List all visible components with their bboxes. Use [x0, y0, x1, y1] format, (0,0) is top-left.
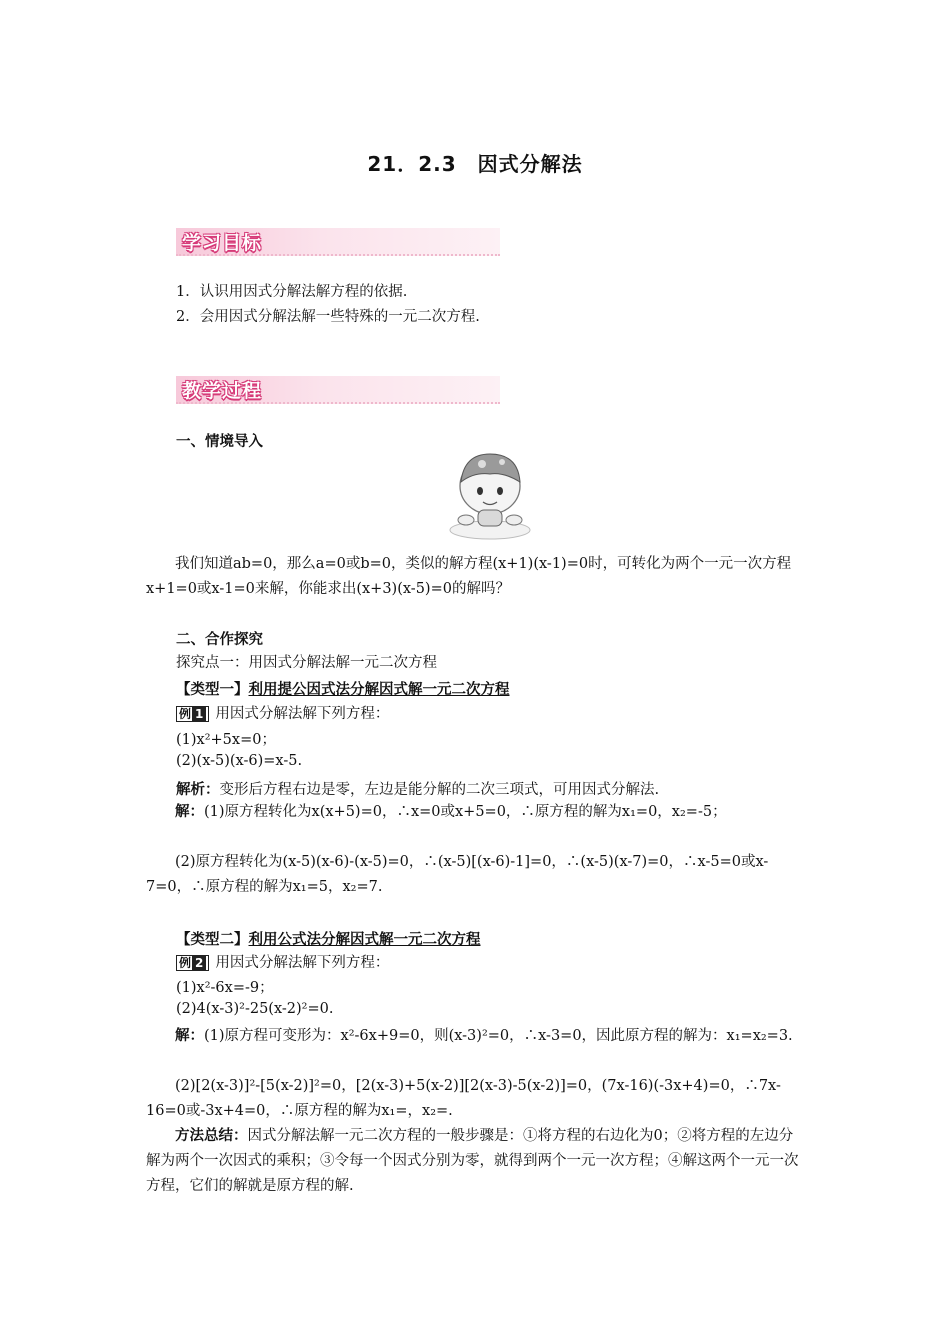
banner-label: 教学过程	[182, 380, 263, 402]
intro-paragraph: 我们知道ab=0，那么a=0或b=0，类似的解方程(x+1)(x-1)=0时，可转化为两个一元一次方程x+1=0或x-1=0来解，你能求出(x+3)(x-5)=0的解吗？	[146, 556, 792, 597]
type-title: 利用公式法分解因式解一元二次方程	[248, 932, 481, 948]
type-1-heading	[176, 678, 510, 699]
example-badge: 例 2	[176, 955, 209, 971]
heading-cooperative-inquiry: 二、合作探究	[176, 632, 263, 648]
example-1-solution-2: (2)原方程转化为(x-5)(x-6)-(x-5)=0，∴(x-5)[(x-6)-1]=0，∴(x-5)(x-7)=0，∴x-5=0或x-7=0，∴原方程的解为x₁=5，x₂=7.	[146, 854, 769, 895]
section-banner-objectives	[176, 228, 500, 256]
type-bracket: 【类型二】	[176, 932, 249, 948]
objective-item-2: 2．会用因式分解法解一些特殊的一元二次方程.	[176, 309, 480, 325]
heading-situation-intro: 一、情境导入	[176, 434, 263, 450]
example-1-prompt: 例 1 用因式分解法解下列方程：	[176, 702, 389, 723]
example-1-question-2: (2)(x-5)(x-6)=x-5.	[176, 753, 303, 769]
type-bracket: 【类型一】	[176, 682, 249, 698]
type-title: 利用提公因式法分解因式解一元二次方程	[248, 682, 510, 698]
example-2-solution-2: (2)[2(x-3)]²-[5(x-2)]²=0，[2(x-3)+5(x-2)][2(x-3)-5(x-2)]=0，(7x-16)(-3x+4)=0，∴7x-16=0或-3x+4=0，∴原方程的解为x₁=，x₂=.	[146, 1078, 781, 1119]
example-2-prompt: 例 2 用因式分解法解下列方程：	[176, 951, 389, 972]
inquiry-point-1: 探究点一：用因式分解法解一元二次方程	[176, 655, 437, 671]
example-2-question-2: (2)4(x-3)²-25(x-2)²=0.	[176, 1001, 334, 1017]
example-1-analysis: 解析：变形后方程右边是零，左边是能分解的二次三项式，可用因式分解法.	[176, 782, 660, 798]
example-2-question-1: (1)x²-6x=-9；	[176, 980, 274, 996]
example-badge: 例 1	[176, 706, 209, 722]
type-2-heading	[176, 928, 481, 949]
example-1-solution-1: 解：(1)原方程转化为x(x+5)=0，∴x=0或x+5=0，∴原方程的解为x₁=0，x₂=-5；	[175, 804, 727, 820]
example-1-question-1: (1)x²+5x=0；	[176, 732, 276, 748]
method-summary: 方法总结：因式分解法解一元二次方程的一般步骤是：①将方程的右边化为0；②将方程的左边分解为两个一次因式的乘积；③令每一个因式分别为零，就得到两个一元一次方程；④解这两个一元一次方程，它们的解就是原方程的解.	[146, 1128, 799, 1194]
cartoon-child-illustration	[444, 446, 536, 542]
page-title: 21．2.3 因式分解法	[367, 152, 583, 176]
section-banner-process	[176, 376, 500, 404]
banner-label: 学习目标	[182, 232, 263, 254]
example-2-solution-1: 解：(1)原方程可变形为：x²-6x+9=0，则(x-3)²=0，∴x-3=0，因此原方程的解为：x₁=x₂=3.	[175, 1028, 793, 1044]
objective-item-1: 1．认识用因式分解法解方程的依据.	[176, 284, 408, 300]
